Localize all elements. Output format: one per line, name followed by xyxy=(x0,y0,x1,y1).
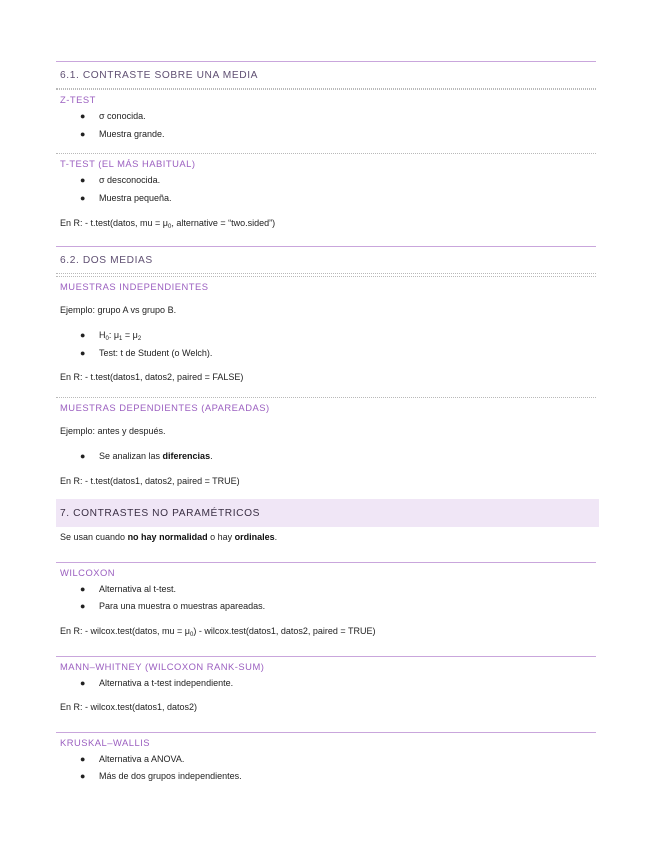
example-text: Ejemplo: antes y después. xyxy=(60,426,166,436)
r-code-line: En R: - t.test(datos1, datos2, paired = TRUE) xyxy=(60,476,240,486)
section-title-6-1: 6.1. CONTRASTE SOBRE UNA MEDIA xyxy=(56,61,596,89)
list-item: ● Se analizan las diferencias. xyxy=(80,451,213,461)
bullet-icon: ● xyxy=(80,330,86,340)
bullet-icon: ● xyxy=(80,771,86,781)
list-item: ● Alternativa a ANOVA. xyxy=(80,754,185,764)
subsection-title-t-test: T-TEST (EL MÁS HABITUAL) xyxy=(56,153,596,169)
bullet-icon: ● xyxy=(80,584,86,594)
subsection-title-z-test: Z-TEST xyxy=(56,89,596,105)
bullet-icon: ● xyxy=(80,754,86,764)
list-item: ● Test: t de Student (o Welch). xyxy=(80,348,213,358)
list-item: ● Alternativa al t-test. xyxy=(80,584,177,594)
section-title-7: 7. CONTRASTES NO PARAMÉTRICOS xyxy=(56,499,599,527)
list-item: ● σ desconocida. xyxy=(80,175,161,185)
r-code-line: En R: - wilcox.test(datos, mu = $\mu_0$) - wilcox.test(datos1, datos2, paired = TRUE) xyxy=(60,626,376,638)
subsection-title-wilcoxon: WILCOXON xyxy=(56,562,596,578)
bullet-icon: ● xyxy=(80,193,86,203)
bullet-icon: ● xyxy=(80,348,86,358)
list-item: ● Muestra grande. xyxy=(80,129,165,139)
list-item: ● Alternativa a t-test independiente. xyxy=(80,678,234,688)
bullet-icon: ● xyxy=(80,451,86,461)
list-item: ● Muestra pequeña. xyxy=(80,193,172,203)
r-code-line: En R: - t.test(datos1, datos2, paired = FALSE) xyxy=(60,372,244,382)
r-code-line: En R: - wilcox.test(datos1, datos2) xyxy=(60,702,198,712)
bullet-icon: ● xyxy=(80,601,86,611)
list-item: ● Para una muestra o muestras apareadas. xyxy=(80,601,266,611)
bullet-icon: ● xyxy=(80,111,86,121)
example-text: Ejemplo: grupo A vs grupo B. xyxy=(60,305,177,315)
subsection-title-dependent: MUESTRAS DEPENDIENTES (APAREADAS) xyxy=(56,397,596,413)
bullet-icon: ● xyxy=(80,175,86,185)
subsection-title-mann-whitney: MANN–WHITNEY (WILCOXON RANK-SUM) xyxy=(56,656,596,672)
subsection-title-independent: MUESTRAS INDEPENDIENTES xyxy=(56,276,596,292)
list-item: ● Más de dos grupos independientes. xyxy=(80,771,242,781)
list-item: ● σ conocida. xyxy=(80,111,146,121)
bullet-icon: ● xyxy=(80,678,86,688)
subsection-title-kruskal-wallis: KRUSKAL–WALLIS xyxy=(56,732,596,748)
section-title-6-2: 6.2. DOS MEDIAS xyxy=(56,246,596,274)
list-item: ● $H_0$: $\mu_1 = \mu_2$ xyxy=(80,330,142,342)
intro-text: Se usan cuando no hay normalidad o hay ordinales. xyxy=(60,532,278,542)
bullet-icon: ● xyxy=(80,129,86,139)
r-code-line: En R: - t.test(datos, mu = $\mu_0$, alternative = “two.sided”) xyxy=(60,218,276,230)
